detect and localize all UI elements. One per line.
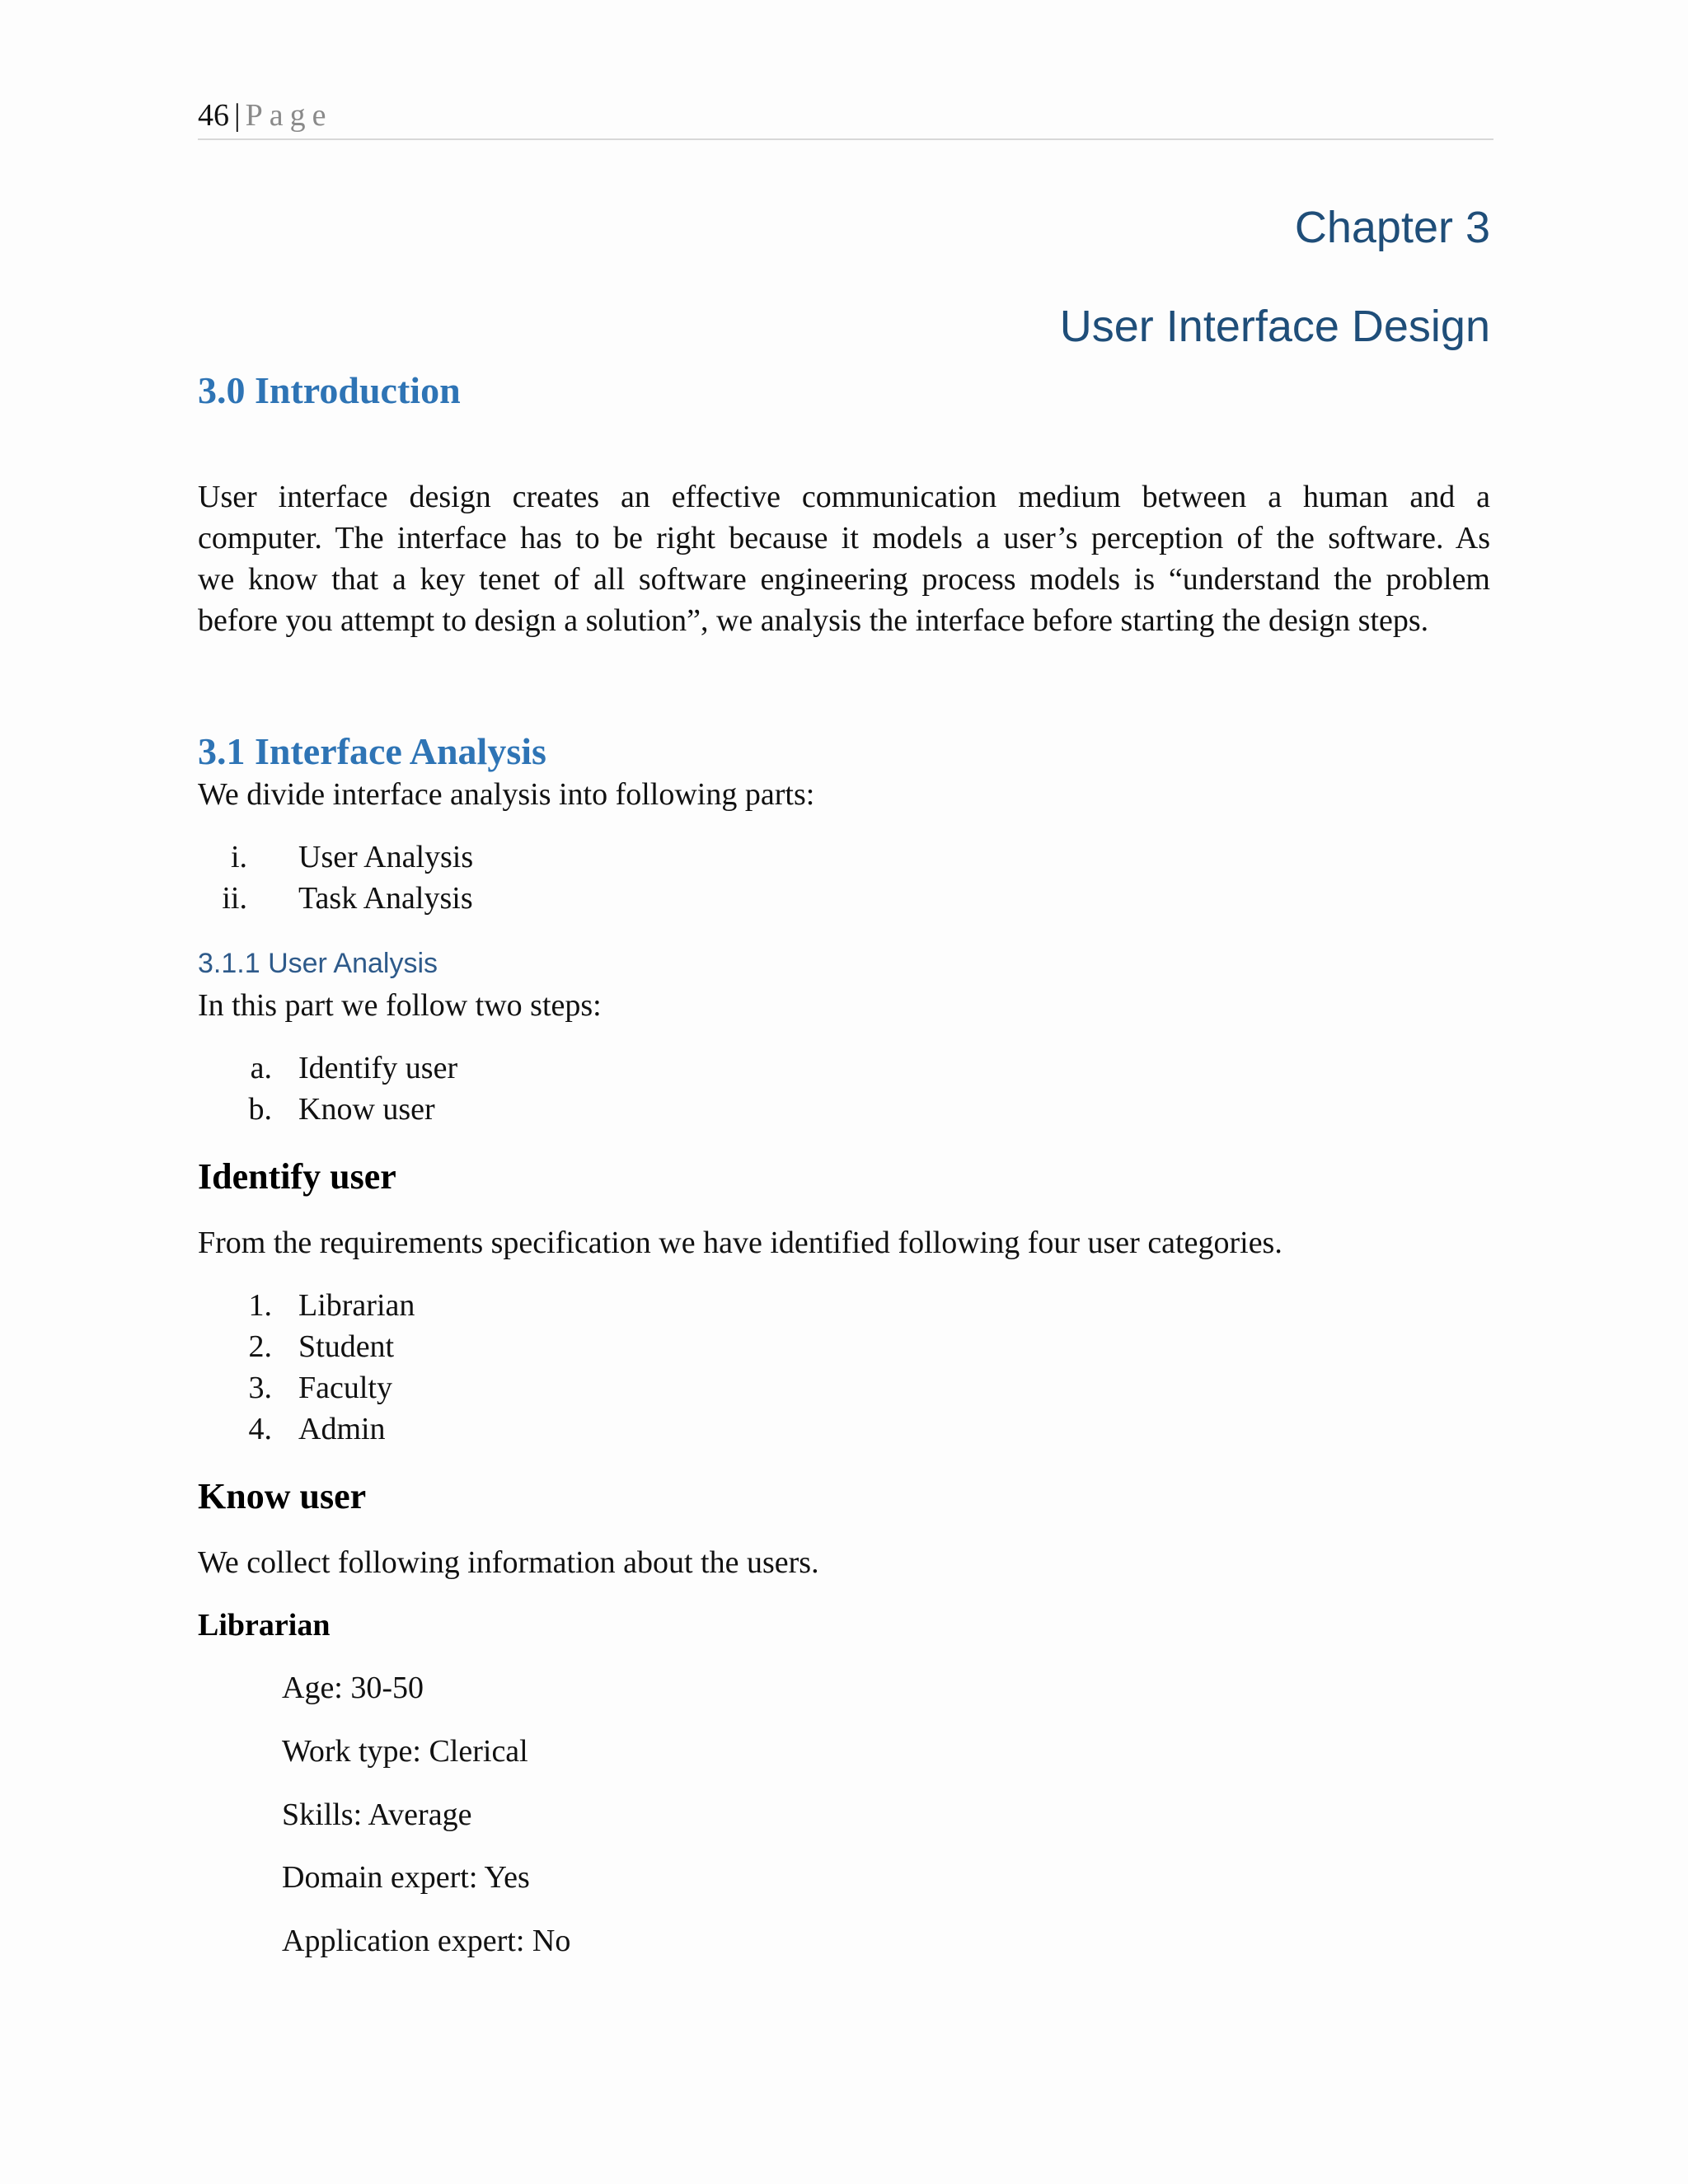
attribute-work-type: Work type: Clerical [282,1734,528,1769]
list-marker: 1. [248,1288,272,1323]
chapter-number: Chapter 3 [1294,203,1490,252]
intro-paragraph [198,476,1490,641]
list-marker: 2. [248,1329,272,1364]
intro-line: before you attempt to design a solution”, we analysis the interface before starting the design steps. [198,603,1429,638]
list-marker: a. [250,1051,272,1085]
list-item: Task Analysis [298,881,473,916]
attribute-domain-expert: Domain expert: Yes [282,1860,530,1895]
list-item: User Analysis [298,840,474,874]
heading-know-user: Know user [198,1476,367,1516]
heading-librarian: Librarian [198,1608,331,1643]
know-user-lead: We collect following information about the users. [198,1545,819,1580]
interface-analysis-lead: We divide interface analysis into following parts: [198,777,815,812]
chapter-title: User Interface Design [1059,302,1490,351]
list-marker: b. [248,1092,272,1127]
attribute-skills: Skills: Average [282,1797,472,1832]
user-analysis-lead: In this part we follow two steps: [198,988,602,1023]
intro-line: computer. The interface has to be right because it models a user’s perception of the software. As [198,521,1490,555]
page-number: 46 [198,98,229,133]
list-item: Identify user [298,1051,458,1085]
list-item: Know user [298,1092,435,1127]
list-marker: ii. [222,881,247,916]
identify-user-lead: From the requirements specification we have identified following four user categories. [198,1226,1282,1260]
list-marker: 3. [248,1371,272,1405]
page-header [198,97,332,134]
section-heading-interface-analysis: 3.1 Interface Analysis [198,730,546,772]
page-label: Page [245,98,333,133]
heading-identify-user: Identify user [198,1156,396,1197]
list-item: Librarian [298,1288,415,1323]
list-marker: 4. [248,1412,272,1446]
intro-line: User interface design creates an effective communication medium between a human and a [198,480,1490,514]
subsection-heading-user-analysis: 3.1.1 User Analysis [198,948,438,979]
header-separator: | [234,98,241,133]
header-rule [198,138,1493,140]
intro-line: we know that a key tenet of all software engineering process models is “understand the problem [198,562,1490,597]
list-item: Admin [298,1412,386,1446]
list-item: Faculty [298,1371,392,1405]
list-marker: i. [230,840,247,874]
list-item: Student [298,1329,395,1364]
attribute-application-expert: Application expert: No [282,1924,571,1958]
attribute-age: Age: 30-50 [282,1671,424,1705]
section-heading-introduction: 3.0 Introduction [198,369,461,411]
